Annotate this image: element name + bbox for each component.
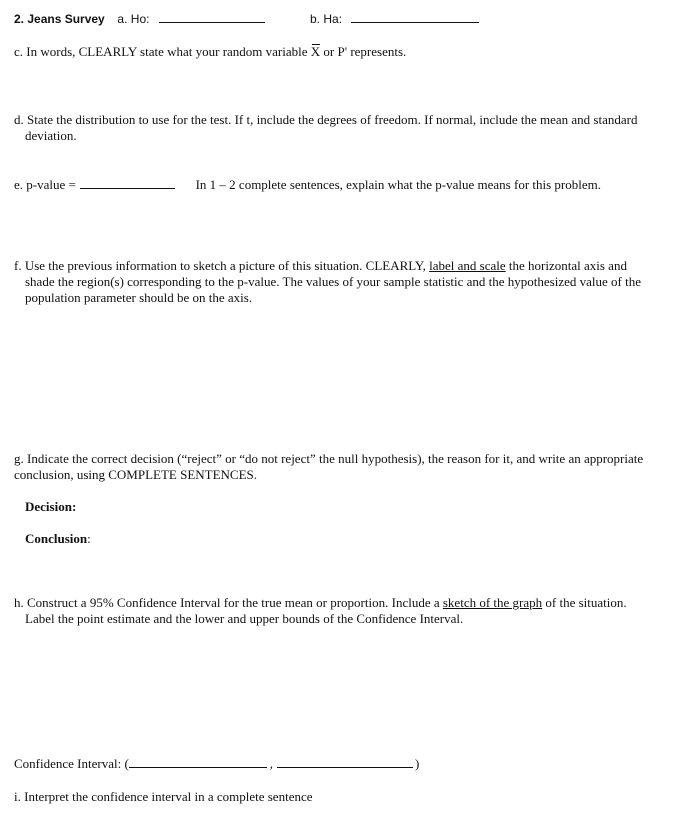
part-a-variable: Ho:	[130, 12, 150, 26]
question-e-text: In 1 – 2 complete sentences, explain what the p-value means for this problem.	[195, 177, 601, 192]
conclusion-label	[25, 531, 91, 547]
question-e	[14, 177, 664, 193]
x-bar-symbol: X	[310, 44, 321, 59]
ho-answer-blank[interactable]	[159, 11, 265, 23]
question-c-text-start: c. In words, CLEARLY state what your random variable	[14, 44, 308, 59]
survey-title: 2. Jeans Survey	[14, 12, 105, 26]
question-c	[14, 44, 654, 60]
question-h-text-start: h. Construct a 95% Confidence Interval for the true mean or proportion. Include a	[14, 595, 440, 610]
confidence-interval-row	[14, 756, 664, 772]
ci-lower-bound-blank[interactable]	[129, 756, 267, 768]
question-f-text-start: f. Use the previous information to sketch a picture of this situation. CLEARLY,	[14, 258, 426, 273]
ha-answer-blank[interactable]	[351, 11, 479, 23]
confidence-interval-label: Confidence Interval: (	[14, 756, 129, 771]
part-b-variable: Ha:	[323, 12, 343, 26]
question-g: g. Indicate the correct decision (“reject” or “do not reject” the null hypothesis), the reason for it, and write an appropriate conclusion, using COMPLETE SENTENCES.	[14, 451, 644, 482]
question-f-emphasis: label and scale	[429, 258, 506, 273]
question-i: i. Interpret the confidence interval in a complete sentence	[14, 789, 313, 804]
p-value-label: e. p-value =	[14, 177, 76, 192]
ci-close-paren: )	[415, 756, 420, 771]
part-a-label: a.	[117, 12, 128, 26]
question-f	[14, 258, 655, 306]
question-h-emphasis: sketch of the graph	[442, 595, 543, 610]
p-value-answer-blank[interactable]	[80, 177, 175, 189]
question-d: d. State the distribution to use for the test. If t, include the degrees of freedom. If normal, include the mean and standard deviation.	[14, 112, 638, 143]
decision-label: Decision:	[25, 499, 77, 514]
conclusion-label-text: Conclusion	[25, 531, 88, 546]
ci-upper-bound-blank[interactable]	[277, 756, 413, 768]
question-h	[14, 595, 655, 627]
ci-comma: ,	[269, 756, 274, 771]
question-h-text-end: of the situation. Label the point estimate and the lower and upper bounds of the Confidence Interval.	[25, 595, 627, 626]
part-b-label: b.	[310, 12, 321, 26]
question-f-text-end: the horizontal axis and shade the region(s) corresponding to the p-value. The values of your sample statistic and the hypothesized value of the population parameter should be on the axis.	[25, 258, 641, 305]
ha-row	[310, 11, 479, 27]
conclusion-label-colon: :	[87, 531, 91, 546]
question-c-text-end: or P' represents.	[323, 44, 407, 59]
